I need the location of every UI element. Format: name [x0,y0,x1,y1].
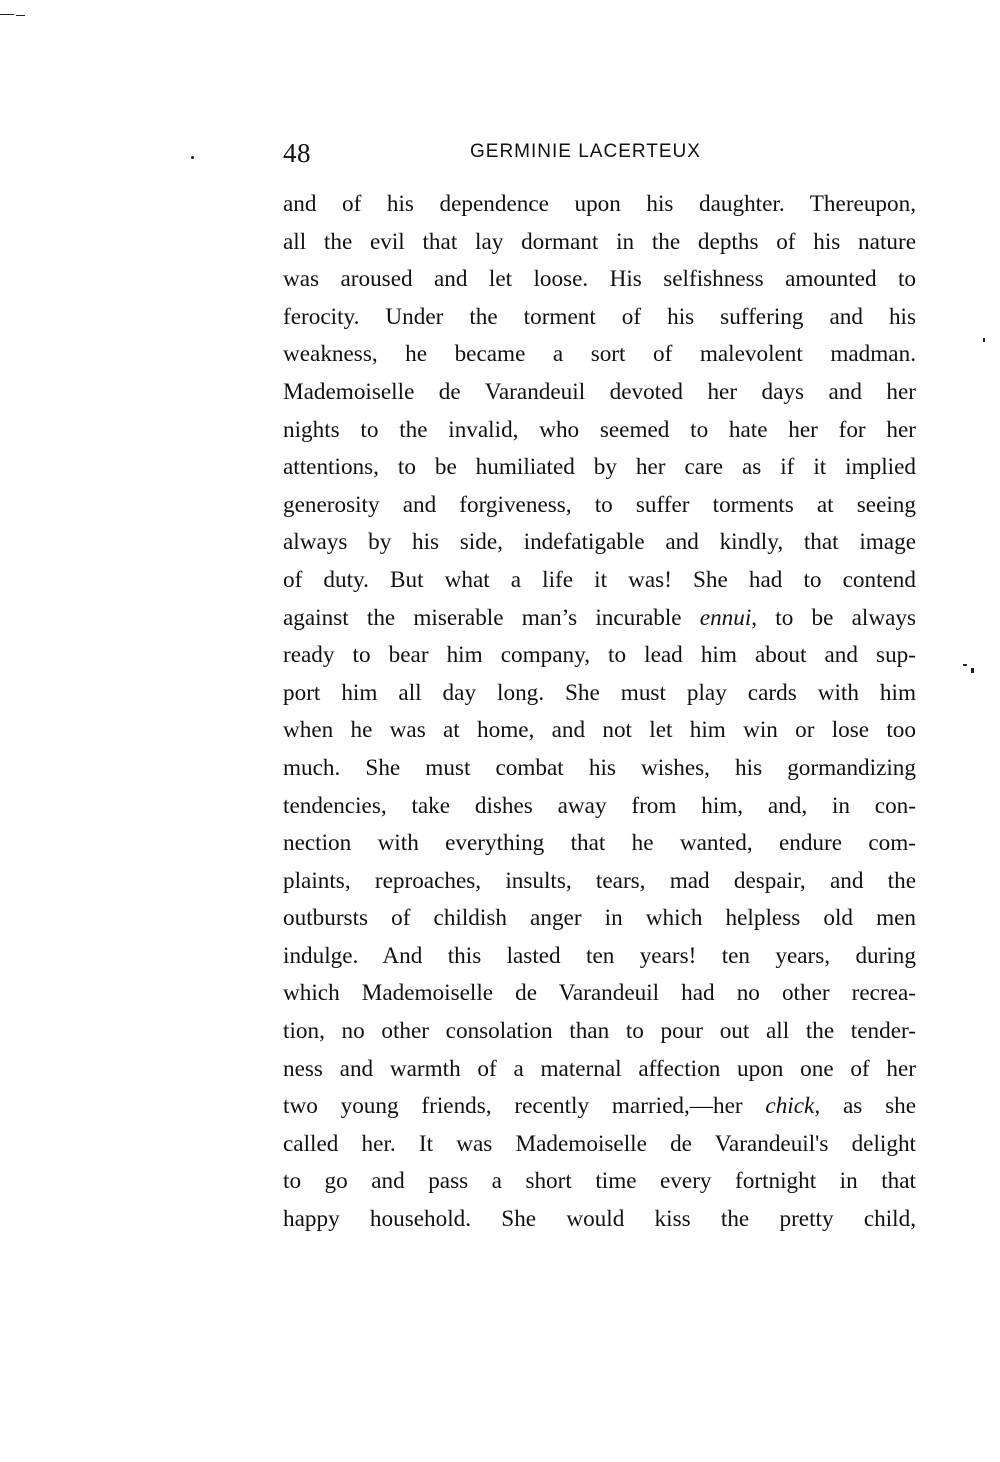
text-line: attentions, to be humiliated by her care as if it implied [283,454,916,481]
scan-speck [191,156,194,159]
text-line: all the evil that lay dormant in the depths of his nature [283,228,916,255]
scan-speck [16,15,25,16]
text-segment: two young friends, recently married,—her [283,1093,766,1120]
scan-speck [0,14,14,15]
text-line: when he was at home, and not let him win or lose too [283,717,916,744]
text-line: ferocity. Under the torment of his suffering and his [283,303,916,330]
italic-word: ennui [699,604,752,631]
body-text [283,186,916,1239]
text-line: outbursts of childish anger in which helpless old men [283,905,916,932]
text-line: ready to bear him company, to lead him about and sup- [283,642,916,669]
text-line: plaints, reproaches, insults, tears, mad despair, and the [283,867,916,894]
scan-speck [963,664,967,666]
text-line: Mademoiselle de Varandeuil devoted her days and her [283,378,916,405]
text-line: and of his dependence upon his daughter. Thereupon, [283,191,916,217]
text-line: ness and warmth of a maternal affection upon one of her [283,1055,916,1082]
text-line: port him all day long. She must play cards with him [283,679,916,706]
text-line: nection with everything that he wanted, endure com- [283,830,916,857]
text-segment: as she [820,1093,916,1120]
text-line [283,600,916,638]
text-line: was aroused and let loose. His selfishness amounted to [283,266,916,293]
text-line: tion, no other consolation than to pour out all the tender- [283,1018,916,1045]
scan-speck [983,338,985,342]
text-line: of duty. But what a life it was! She had to contend [283,566,916,593]
text-segment: , to be always [751,604,916,631]
text-line: nights to the invalid, who seemed to hate her for her [283,416,916,443]
text-line: called her. It was Mademoiselle de Varandeuil's delight [283,1130,916,1157]
text-line: weakness, he became a sort of malevolent madman. [283,341,916,368]
scan-speck [971,668,974,673]
text-line: generosity and forgiveness, to suffer torments at seeing [283,491,916,518]
text-line: tendencies, take dishes away from him, and, in con- [283,792,916,819]
text-line: always by his side, indefatigable and kindly, that image [283,529,916,556]
italic-word: chick, [765,1093,821,1120]
text-line: which Mademoiselle de Varandeuil had no other recrea- [283,980,916,1007]
text-line: happy household. She would kiss the pretty child, [283,1206,916,1233]
text-line: to go and pass a short time every fortnight in that [283,1168,916,1195]
page-number: 48 [283,138,311,168]
text-segment: against the miserable man’s incurable [283,604,700,631]
text-line: indulge. And this lasted ten years! ten years, during [283,942,916,969]
running-title: GERMINIE LACERTEUX [470,141,701,162]
text-line [283,1088,916,1126]
text-line: much. She must combat his wishes, his gormandizing [283,754,916,781]
